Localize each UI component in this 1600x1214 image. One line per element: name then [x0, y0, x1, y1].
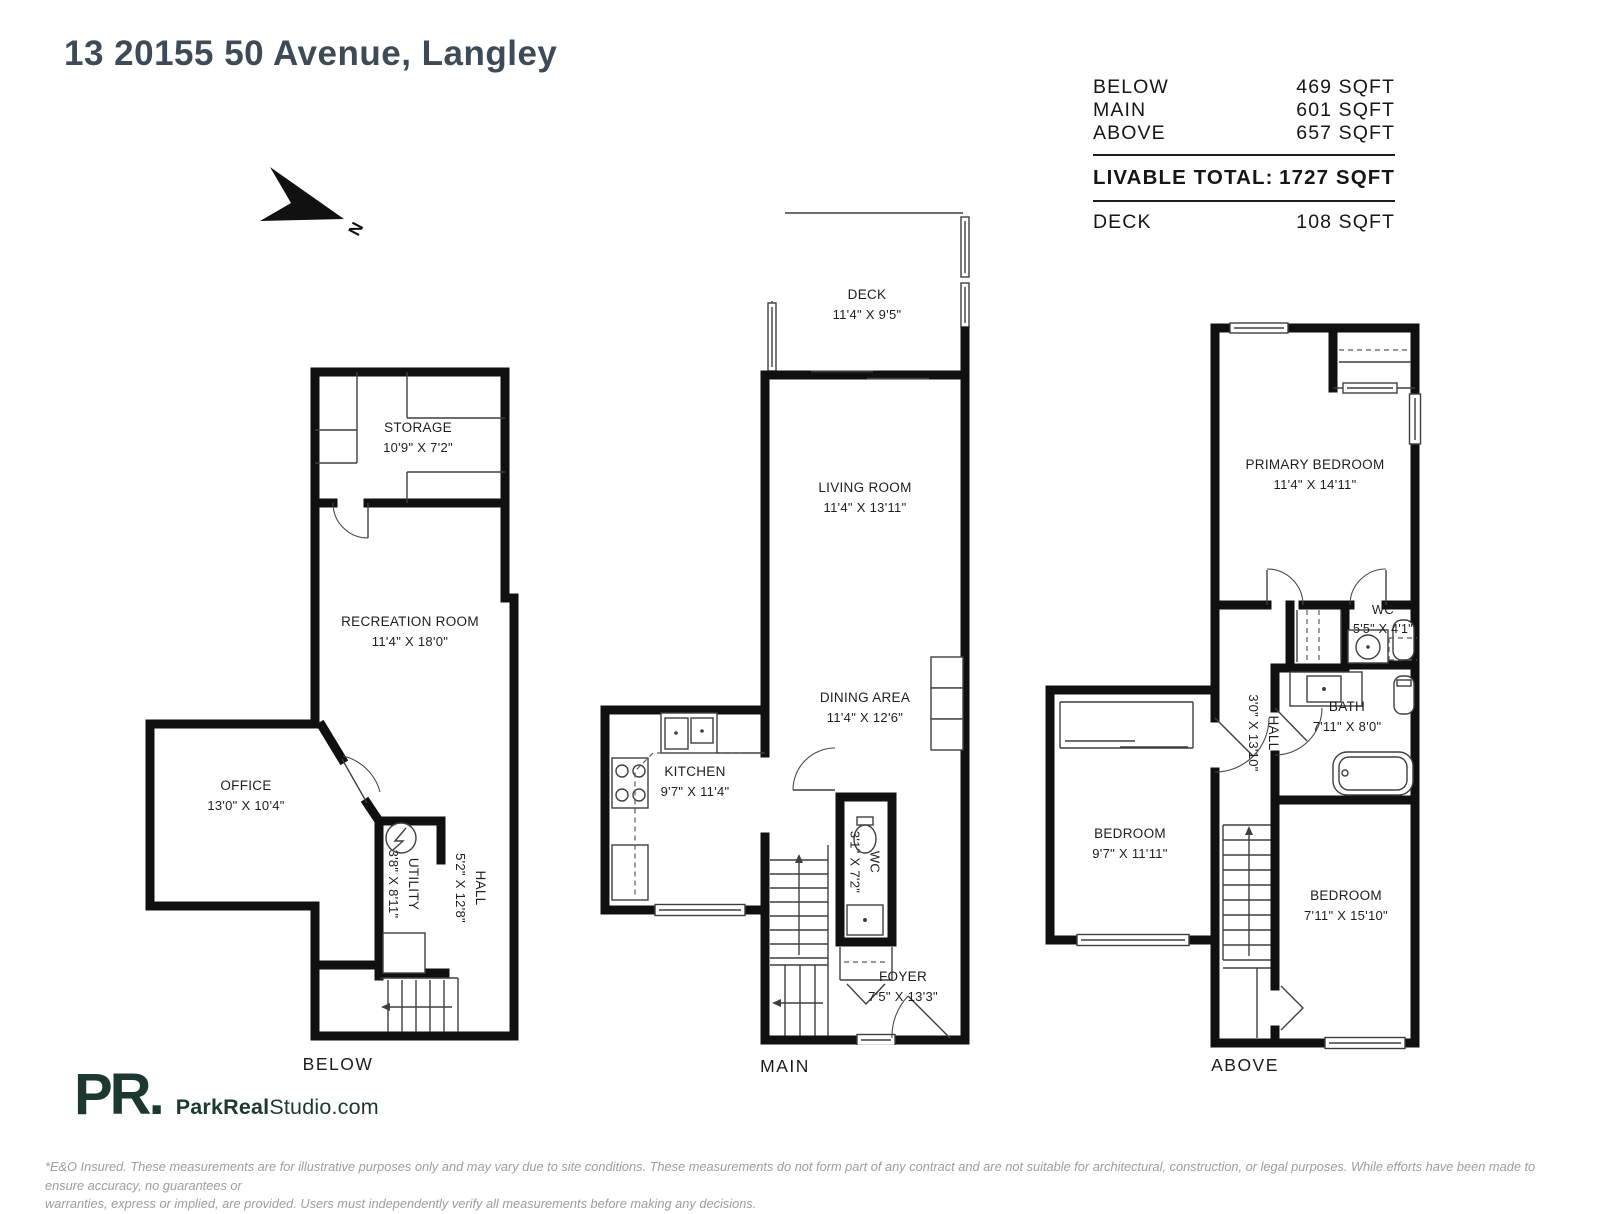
- dining-cabinets: [931, 657, 963, 750]
- room-label-hall-below: HALL 5'2" X 12'8": [452, 853, 488, 923]
- area-row-main: [1093, 99, 1395, 122]
- north-arrow-icon: [260, 163, 390, 253]
- room-label-bedroom-left: BEDROOM 9'7" X 11'11": [1092, 826, 1168, 862]
- kitchen-sink-icon: [661, 713, 717, 753]
- area-row-above: [1093, 122, 1395, 145]
- laundry-icon: [383, 933, 425, 973]
- floor-caption-main: MAIN: [760, 1056, 810, 1076]
- bathtub-icon: [1333, 752, 1413, 795]
- floor-plan-below-drawing: [140, 360, 525, 1045]
- area-row-label: BELOW: [1093, 76, 1169, 98]
- page-title: 13 20155 50 Avenue, Langley: [64, 34, 558, 73]
- room-label-living: LIVING ROOM 11'4" X 13'11": [818, 480, 912, 516]
- area-row-deck: [1093, 211, 1395, 234]
- room-label-bath: BATH 7'11" X 8'0": [1312, 699, 1382, 735]
- floor-plan-below: [140, 360, 525, 1045]
- floor-plan-main-drawing: [595, 205, 975, 1045]
- room-label-kitchen: KITCHEN 9'7" X 11'4": [660, 764, 730, 800]
- area-row-value: 601 SQFT: [1296, 99, 1395, 121]
- room-label-utility: UTILITY 3'8" X 8'11": [385, 849, 421, 919]
- floor-plan-main: [595, 205, 975, 1045]
- room-label-foyer: FOYER 7'5" X 13'3": [868, 969, 938, 1005]
- area-row-total: [1093, 165, 1395, 191]
- area-row-value: 469 SQFT: [1296, 76, 1395, 98]
- room-label-dining: DINING AREA 11'4" X 12'6": [819, 690, 911, 726]
- area-row-label: DECK: [1093, 211, 1152, 233]
- room-label-storage: STORAGE 10'9" X 7'2": [383, 420, 453, 456]
- disclaimer-text: *E&O Insured. These measurements are for illustrative purposes only and may vary due to site conditions. These measurements do not form part of any contract and are not suitable for architectural, construction, or legal purposes. While efforts have been made to ensure accuracy, no guarantees or warranties, express or implied, are provided. Users must independently verify all measurements before making any decisions.: [45, 1159, 1536, 1212]
- cabinet: [612, 845, 648, 900]
- room-label-wc-main: WC 3'1" X 7'2": [848, 830, 883, 894]
- area-row-value: 108 SQFT: [1296, 211, 1395, 233]
- toilet-icon: [1394, 676, 1414, 714]
- area-total-value: 1727 SQFT: [1279, 166, 1395, 189]
- north-arrow: [260, 163, 390, 253]
- electrical-panel-icon: [386, 823, 416, 853]
- table-divider: [1093, 200, 1395, 202]
- area-row-label: MAIN: [1093, 99, 1147, 121]
- logo-mark: PR.: [74, 1062, 162, 1127]
- room-label-hall-above: HALL 3'0" X 13'10": [1245, 694, 1281, 772]
- north-label: N: [344, 219, 368, 239]
- room-label-wc-above: WC 5'5" X 4'1": [1352, 601, 1414, 636]
- area-summary-table: [1093, 76, 1395, 234]
- logo-site-text: ParkRealStudio.com: [175, 1095, 379, 1119]
- room-label-bedroom-right: BEDROOM 7'11" X 15'10": [1304, 888, 1388, 924]
- area-row-label: ABOVE: [1093, 122, 1166, 144]
- area-row-below: [1093, 76, 1395, 99]
- room-label-deck: DECK 11'4" X 9'5": [832, 287, 902, 323]
- room-label-office: OFFICE 13'0" X 10'4": [207, 778, 285, 814]
- table-divider: [1093, 154, 1395, 156]
- wc-sink-icon: [847, 905, 883, 935]
- room-label-recreation: RECREATION ROOM 11'4" X 18'0": [341, 614, 479, 650]
- room-label-primary: PRIMARY BEDROOM 11'4" X 14'11": [1245, 457, 1385, 493]
- floor-plan-above-drawing: [1045, 320, 1425, 1050]
- stove-icon: [612, 758, 648, 808]
- area-row-value: 657 SQFT: [1296, 122, 1395, 144]
- area-total-label: LIVABLE TOTAL:: [1093, 166, 1274, 189]
- floor-caption-above: ABOVE: [1211, 1055, 1279, 1075]
- floor-caption-below: BELOW: [302, 1054, 374, 1074]
- floor-plan-above: [1045, 320, 1425, 1050]
